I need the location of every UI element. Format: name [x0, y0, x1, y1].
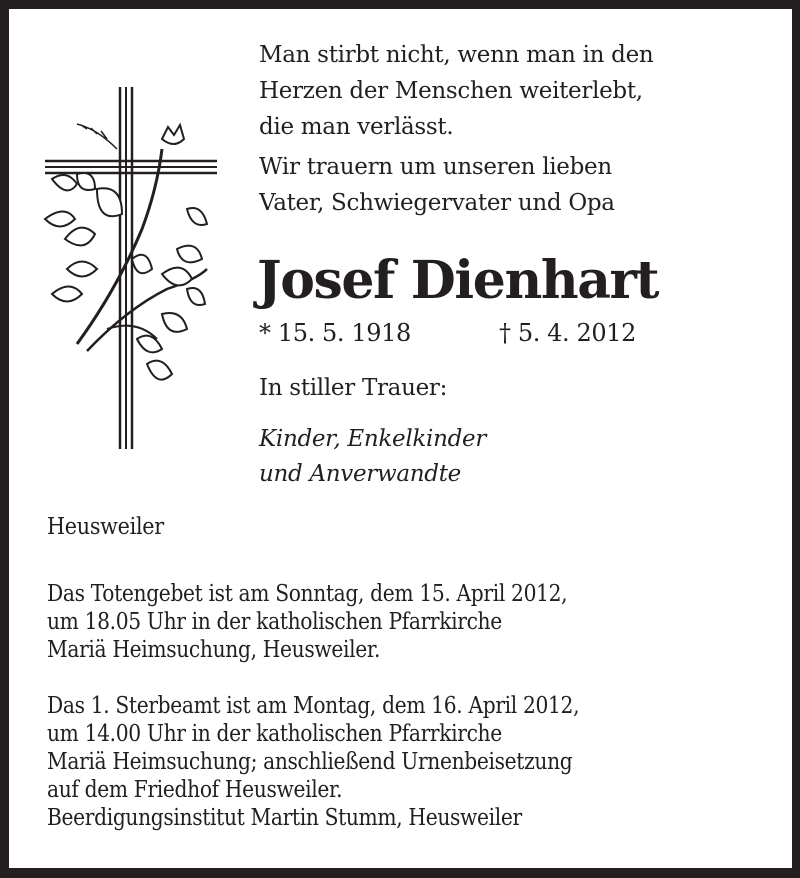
service-line: Mariä Heimsuchung, Heusweiler.: [47, 637, 381, 663]
service-line: auf dem Friedhof Heusweiler.: [47, 777, 343, 803]
obituary-notice: [9, 9, 792, 868]
service-line: Das Totengebet ist am Sonntag, dem 15. April 2012,: [47, 581, 568, 607]
mourners-line: und Anverwandte: [259, 461, 461, 487]
intro-text: [259, 149, 615, 221]
service-line: Mariä Heimsuchung; anschließend Urnenbeisetzung: [47, 749, 573, 775]
mourners-line: Kinder, Enkelkinder: [259, 426, 487, 452]
deceased-name: Josef Dienhart: [257, 250, 659, 311]
quote-line: Herzen der Menschen weiterlebt,: [259, 78, 643, 104]
quote: [259, 37, 653, 145]
service-line: um 18.05 Uhr in der katholischen Pfarrkirche: [47, 609, 502, 635]
life-dates: [259, 316, 636, 350]
death-date: † 5. 4. 2012: [499, 319, 636, 347]
place: Heusweiler: [47, 514, 164, 540]
service-announcement-1: [47, 580, 567, 664]
service-line: um 14.00 Uhr in der katholischen Pfarrkirche: [47, 721, 502, 747]
service-line: Das 1. Sterbeamt ist am Montag, dem 16. April 2012,: [47, 693, 580, 719]
quote-line: die man verlässt.: [259, 114, 454, 140]
grief-label: In stiller Trauer:: [259, 375, 448, 401]
service-announcement-2: [47, 692, 579, 832]
intro-line: Wir trauern um unseren lieben: [259, 154, 612, 180]
funeral-home: Beerdigungsinstitut Martin Stumm, Heusweiler: [47, 805, 522, 831]
intro-line: Vater, Schwiegervater und Opa: [259, 190, 615, 216]
mourners: [259, 422, 486, 492]
birth-date: * 15. 5. 1918: [259, 319, 411, 347]
cross-with-roses-icon: [37, 79, 222, 454]
quote-line: Man stirbt nicht, wenn man in den: [259, 42, 654, 68]
